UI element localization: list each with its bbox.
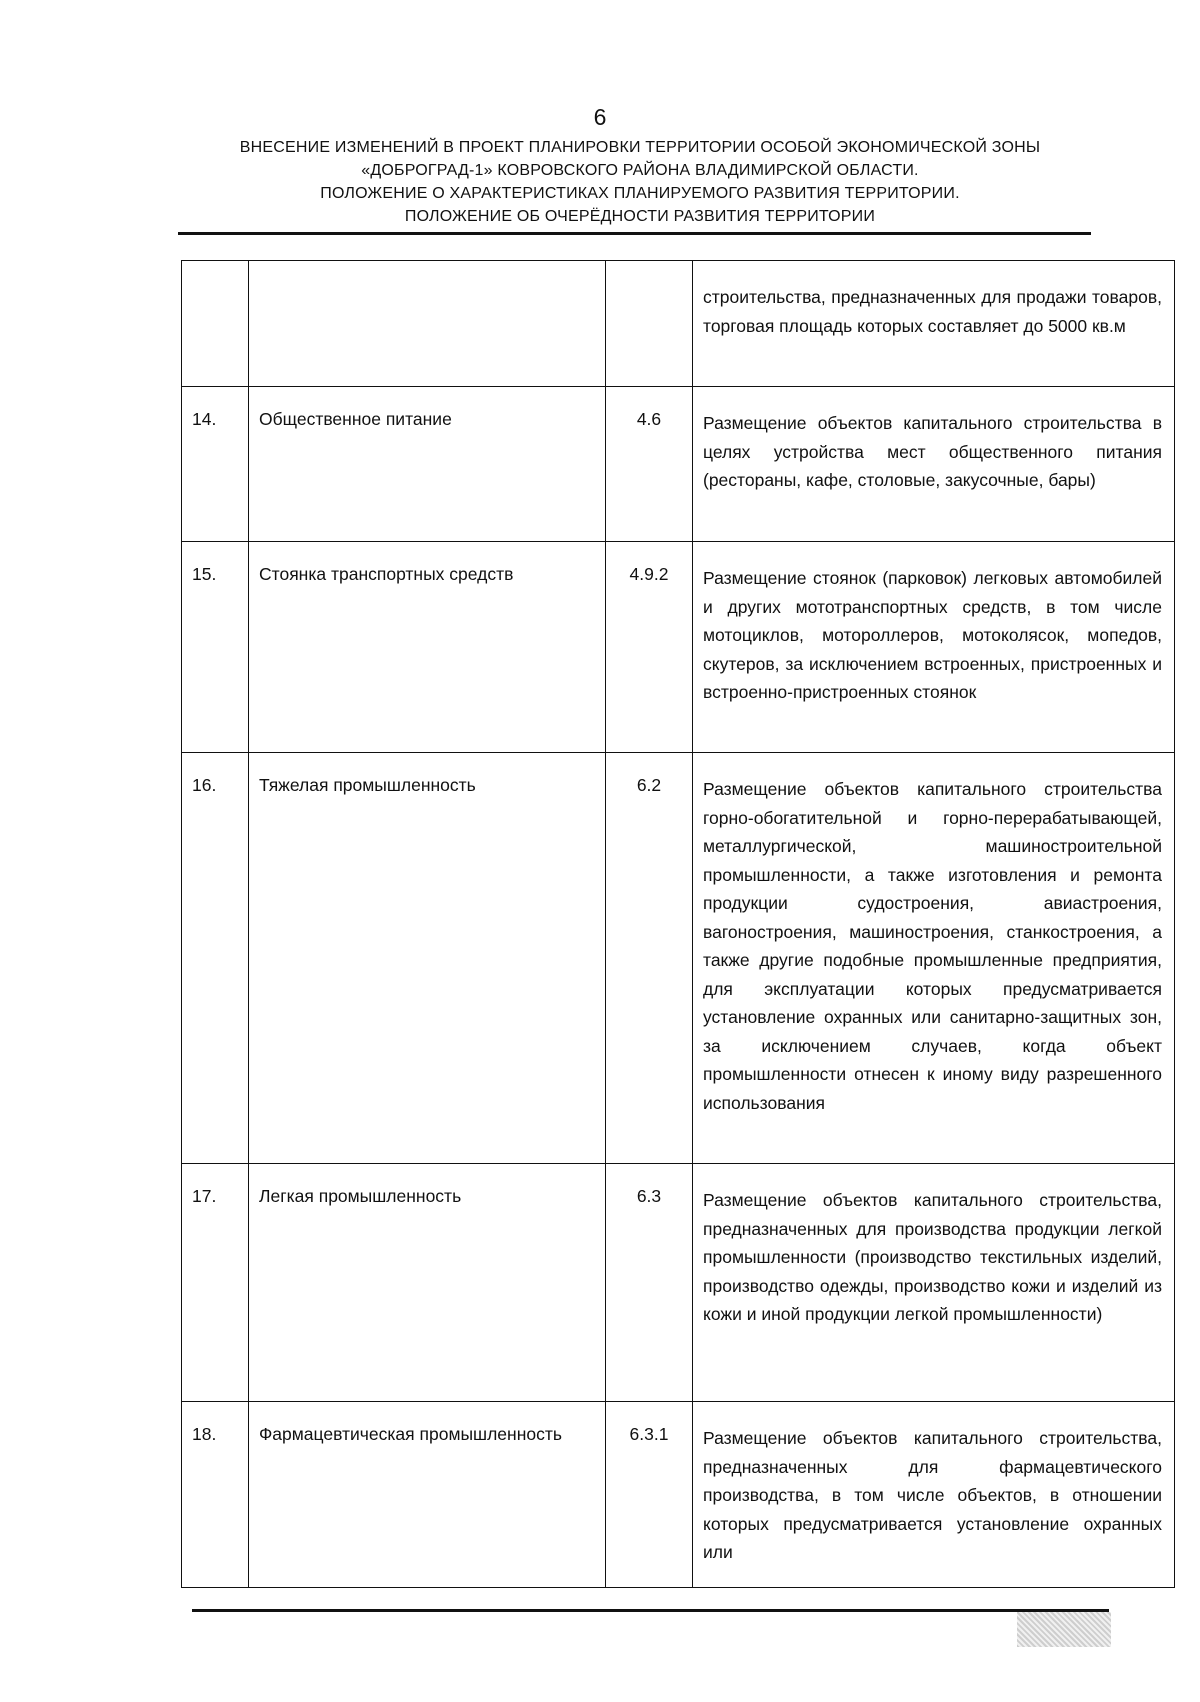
row-name: Общественное питание <box>249 387 606 542</box>
row-description: Размещение стоянок (парковок) легковых автомобилей и других мототранспортных средств, в том числе мотоциклов, мотороллеров, мотоколясок, мопедов, скутеров, за исключением встроенных, пристроенных и встроенно-пристроенных стоянок <box>693 542 1175 753</box>
row-code: 6.3.1 <box>606 1402 693 1588</box>
row-name: Стоянка транспортных средств <box>249 542 606 753</box>
row-name: Тяжелая промышленность <box>249 753 606 1164</box>
table-row <box>182 261 1175 387</box>
row-number: 17. <box>182 1164 249 1402</box>
row-name <box>249 261 606 387</box>
row-description: строительства, предназначенных для продажи товаров, торговая площадь которых составляет до 5000 кв.м <box>693 261 1175 387</box>
row-name: Легкая промышленность <box>249 1164 606 1402</box>
footer-divider <box>192 1609 1109 1612</box>
row-number: 15. <box>182 542 249 753</box>
header-line-1: ВНЕСЕНИЕ ИЗМЕНЕНИЙ В ПРОЕКТ ПЛАНИРОВКИ ТЕРРИТОРИИ ОСОБОЙ ЭКОНОМИЧЕСКОЙ ЗОНЫ <box>239 139 1041 156</box>
land-use-table <box>181 260 1175 1588</box>
header-line-4: ПОЛОЖЕНИЕ ОБ ОЧЕРЁДНОСТИ РАЗВИТИЯ ТЕРРИТОРИИ <box>404 208 876 225</box>
table-row <box>182 753 1175 1164</box>
row-number <box>182 261 249 387</box>
row-number: 16. <box>182 753 249 1164</box>
row-description: Размещение объектов капитального строительства в целях устройства мест общественного питания (рестораны, кафе, столовые, закусочные, бары) <box>693 387 1175 542</box>
row-code: 6.3 <box>606 1164 693 1402</box>
row-code: 4.9.2 <box>606 542 693 753</box>
header-divider <box>178 232 1091 235</box>
row-name: Фармацевтическая промышленность <box>249 1402 606 1588</box>
header-line-2: «ДОБРОГРАД-1» КОВРОВСКОГО РАЙОНА ВЛАДИМИРСКОЙ ОБЛАСТИ. <box>361 162 919 179</box>
header-line-3: ПОЛОЖЕНИЕ О ХАРАКТЕРИСТИКАХ ПЛАНИРУЕМОГО РАЗВИТИЯ ТЕРРИТОРИИ. <box>320 185 960 202</box>
table-row <box>182 1402 1175 1588</box>
row-number: 18. <box>182 1402 249 1588</box>
table-row <box>182 387 1175 542</box>
row-number: 14. <box>182 387 249 542</box>
row-description: Размещение объектов капитального строительства, предназначенных для производства продукции легкой промышленности (производство текстильных изделий, производство одежды, производство кожи и изделий из кожи и иной продукции легкой промышленности) <box>693 1164 1175 1402</box>
row-code: 4.6 <box>606 387 693 542</box>
page-number: 6 <box>593 104 607 130</box>
row-code <box>606 261 693 387</box>
row-description: Размещение объектов капитального строительства, предназначенных для фармацевтического производства, в том числе объектов, в отношении которых предусматривается установление охранных или <box>693 1402 1175 1588</box>
table-row <box>182 542 1175 753</box>
row-code: 6.2 <box>606 753 693 1164</box>
table-row <box>182 1164 1175 1402</box>
scan-stamp-mark <box>1017 1612 1111 1647</box>
document-header <box>160 136 1120 228</box>
row-description: Размещение объектов капитального строительства горно-обогатительной и горно-перерабатывающей, металлургической, машиностроительной промышленности, а также изготовления и ремонта продукции судостроения, авиастроения, вагоностроения, машиностроения, станкостроения, а также другие подобные промышленные предприятия, для эксплуатации которых предусматривается установление охранных или санитарно-защитных зон, за исключением случаев, когда объект промышленности отнесен к иному виду разрешенного использования <box>693 753 1175 1164</box>
